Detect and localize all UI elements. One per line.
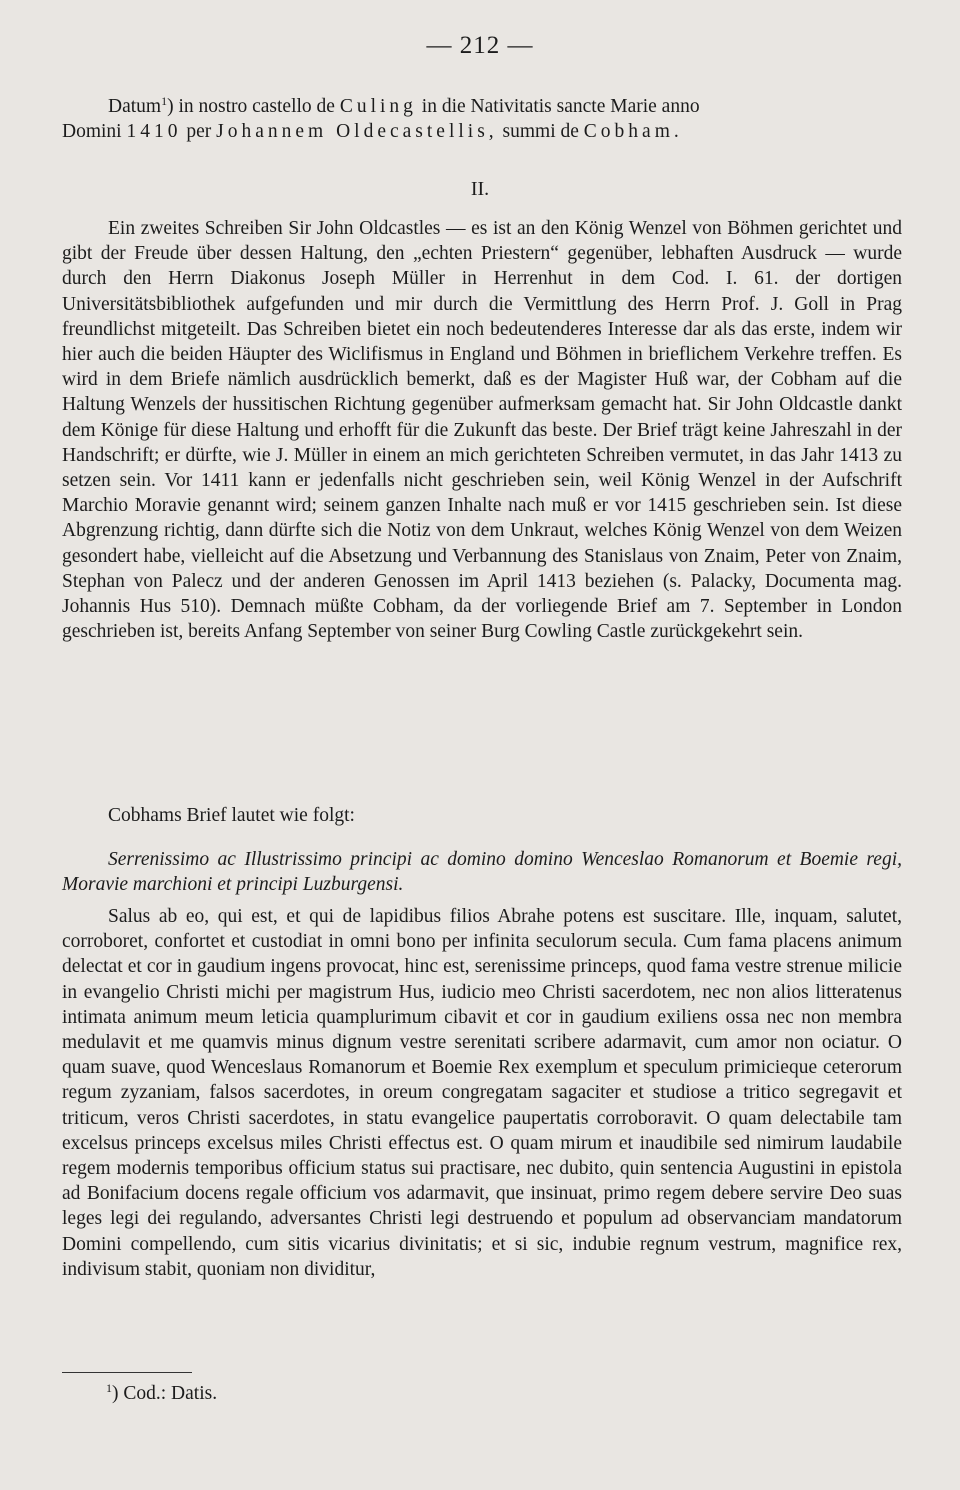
footnote: [106, 1383, 217, 1405]
footnote-divider: [62, 1372, 192, 1373]
section-heading: II.: [470, 178, 490, 200]
datum-paragraph: [62, 94, 902, 144]
footnote-mark: 1: [106, 1381, 112, 1395]
datum-text: Datum: [108, 96, 162, 117]
place-name-culing: Culing: [339, 96, 417, 117]
letter-intro: Cobhams Brief lautet wie folgt:: [108, 805, 355, 826]
footnote-text: ) Cod.: Datis.: [112, 1383, 218, 1404]
page-number: — 212 —: [426, 32, 534, 59]
letter-address: Serrenissimo ac Illustrissimo principi ac domino domino Wenceslao Romanorum et Boemie regi, Moravie marchioni et principi Luzburgensi.: [62, 849, 902, 896]
place-name-cobham: Cobham.: [583, 121, 683, 143]
letter-body: Salus ab eo, qui est, et qui de lapidibus filios Abrahe potens est suscitare. Ille, inquam, salutet, corroboret, confortet et custodiat in omni bono per infinita seculorum secula. Cum fama placens animum delectat et cor in gaudium ingens provocat, hinc est, serenissime princeps, quod fama vestre strenue milicie in evangelio Christi michi per magistrum Hus, iudicio meo Christi sacerdotem, nec non alios litteratenus intimata animum meum leticia quamplurimum cibavit et cor in gaudium exiliens ossa nec non membra medulavit et me quamvis minus dignum vestre serenitati scribere adarmavit, cum amor non ociatur. O quam suave, quod Wenceslaus Romanorum et Boemie Rex exemplum et speculum primicieque ceterorum regum zyzaniam, falsos sacerdotes, in oreum congregatam sagaciter et studiose a tritico segregavit et triticum, veros Christi sacerdotes, in statu evangelice paupertatis corroboravit. O quam delectabile tam excelsus princeps excelsus miles Christi effectus est. O quam mirum et inaudibile sed nimirum laudabile regem modernis temporibus officium status sui practisare, nec dubito, quin sentencia Augustini in epistola ad Bonifacium docens regale officium vos adarmavit, que insinuat, primo regem debere servire Deo suas leges legi dei regulando, adversantes Christi legi destruendo et populum ad observanciam mandatorum Domini compellendo, cum sitis vicarius divinitatis; et si sic, indubie regnum vestrum, magnifice rex, indivisum stabit, quoniam non dividitur,: [62, 906, 902, 1280]
intro-paragraph: Ein zweites Schreiben Sir John Oldcastles — es ist an den König Wenzel von Böhmen gerichtet und gibt der Freude über dessen Haltung, den „echten Priestern“ gegenüber, lebhaften Ausdruck — wurde durch den Herrn Diakonus Joseph Müller in Herrenhut in dem Cod. I. 61. der dortigen Universitätsbibliothek aufgefunden und mir durch die Vermittlung des Herrn Prof. J. Goll in Prag freundlichst mitgeteilt. Das Schreiben bietet ein noch bedeutenderes Interesse dar als das erste, indem wir hier auch die beiden Häupter des Wiclifismus in England und Böhmen in brieflichem Verkehre treffen. Es wird in dem Briefe nämlich ausdrücklich bemerkt, daß es der Magister Huß war, der Cobham auf die Haltung Wenzels der hussitischen Richtung gegenüber aufmerksam gemacht hat. Sir John Oldcastle dankt dem Könige für diese Haltung und erhofft für die Zukunft das beste. Der Brief trägt keine Jahreszahl in der Handschrift; er dürfte, wie J. Müller in einem an mich gerichteten Schreiben vermutet, in das Jahr 1413 zu setzen sein. Vor 1411 kann er jedenfalls nicht geschrieben sein, weil König Wenzel in der Aufschrift Marchio Moravie genannt wird; seinem ganzen Inhalte nach muß er vor 1415 geschrieben sein. Ist diese Abgrenzung richtig, dann dürfte sich die Notiz von dem Unkraut, welches König Wenzel von dem Weizen gesondert habe, vielleicht auf die Absetzung und Verbannung des Stanislaus von Znaim, Peter von Znaim, Stephan von Palecz und der anderen Genossen im April 1413 beziehen (s. Palacky, Documenta mag. Johannis Hus 510). Demnach müßte Cobham, da der vorliegende Brief am 7. September in London geschrieben ist, bereits Anfang September von seiner Burg Cowling Castle zurückgekehrt sein.: [62, 218, 902, 643]
datum-text: in die Nativitatis sancte Marie anno: [416, 96, 700, 117]
year: 1410: [126, 121, 182, 143]
datum-text: Domini: [62, 121, 127, 143]
datum-text: ) in nostro castello de: [167, 96, 340, 117]
datum-text: summi de: [497, 121, 584, 143]
footnote-reference: 1: [161, 94, 168, 108]
datum-text: per: [181, 121, 217, 143]
person-name: Johannem Oldecastellis,: [216, 121, 498, 143]
